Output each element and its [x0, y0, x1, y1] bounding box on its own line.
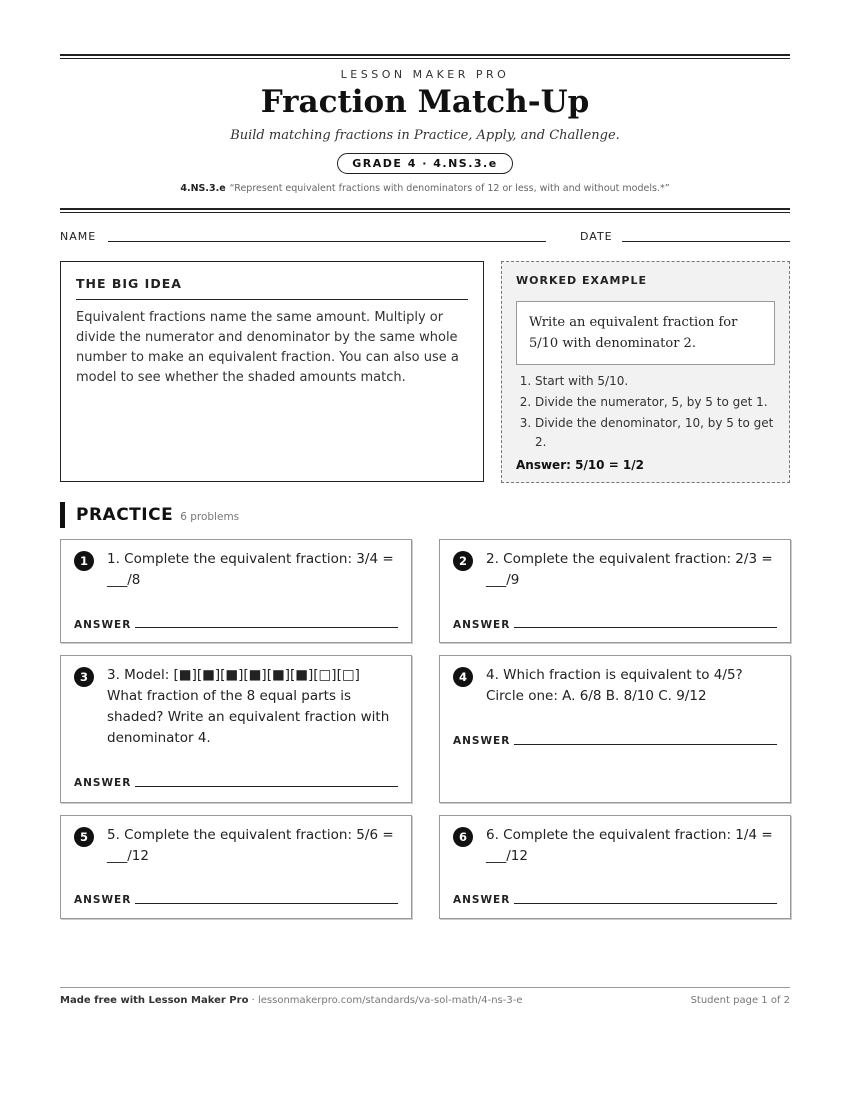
standard-text: “Represent equivalent fractions with denominators of 12 or less, with and without models.*” — [229, 183, 670, 194]
problem-card-3 — [60, 655, 412, 803]
answer-label: ANSWER — [453, 619, 511, 631]
problem-number-badge: 3 — [74, 667, 94, 687]
problem-number-badge: 2 — [453, 551, 473, 571]
name-field[interactable] — [108, 241, 546, 242]
big-idea-text: Equivalent fractions name the same amount. Multiply or divide the numerator and denominator by the same whole number to make an equivalent fraction. You can also use a model to see whether the shaded amounts match. — [76, 310, 459, 385]
top-rule — [60, 54, 790, 59]
answer-line-2[interactable] — [514, 627, 777, 628]
worked-step: 3. Divide the denominator, 10, by 5 to get 2. — [535, 414, 775, 452]
brand-name: LESSON MAKER PRO — [340, 68, 510, 81]
page-subtitle: Build matching fractions in Practice, Apply, and Challenge. — [230, 128, 620, 143]
header-bottom-rule — [60, 208, 790, 213]
worked-example-answer: Answer: 5/10 = 1/2 — [516, 458, 645, 472]
worked-example-steps — [516, 372, 775, 452]
date-label: DATE — [580, 230, 613, 243]
footer-made-with: Made free with Lesson Maker Pro — [60, 995, 249, 1006]
answer-label: ANSWER — [453, 894, 511, 906]
practice-count: 6 problems — [180, 511, 240, 523]
problem-text: 4. Which fraction is equivalent to 4/5? Circle one: A. 6/8 B. 8/10 C. 9/12 — [486, 667, 743, 704]
answer-line-4[interactable] — [514, 744, 777, 745]
problem-text: 6. Complete the equivalent fraction: 1/4 = ___/12 — [486, 827, 773, 864]
answer-label: ANSWER — [453, 735, 511, 747]
problem-number-badge: 6 — [453, 827, 473, 847]
worked-step: 2. Divide the numerator, 5, by 5 to get 1. — [535, 393, 775, 412]
answer-label: ANSWER — [74, 894, 132, 906]
footer — [60, 995, 790, 1006]
worksheet-page — [60, 0, 790, 1100]
problem-number-badge: 1 — [74, 551, 94, 571]
date-field[interactable] — [622, 241, 790, 242]
problem-card-5 — [60, 815, 412, 919]
worked-example-box — [501, 261, 790, 483]
problem-card-4 — [439, 655, 791, 803]
answer-line-5[interactable] — [135, 903, 398, 904]
answer-label: ANSWER — [74, 619, 132, 631]
practice-title: PRACTICE — [76, 505, 174, 525]
worked-example-heading: WORKED EXAMPLE — [516, 274, 647, 287]
badge-wrap — [60, 152, 790, 174]
problem-text: 2. Complete the equivalent fraction: 2/3 = ___/9 — [486, 551, 773, 588]
practice-heading — [60, 502, 239, 528]
problem-number-badge: 4 — [453, 667, 473, 687]
answer-label: ANSWER — [74, 777, 132, 789]
answer-line-1[interactable] — [135, 627, 398, 628]
answer-line-3[interactable] — [135, 786, 398, 787]
worked-step: 1. Start with 5/10. — [535, 372, 775, 391]
problem-text: 1. Complete the equivalent fraction: 3/4 = ___/8 — [107, 551, 394, 588]
problem-number-badge: 5 — [74, 827, 94, 847]
standard-code: 4.NS.3.e — [180, 183, 226, 194]
name-date-row — [60, 230, 790, 244]
footer-url[interactable]: · lessonmakerpro.com/standards/va-sol-math/4-ns-3-e — [251, 995, 523, 1006]
problem-text: 3. Model: [■][■][■][■][■][■][□][□] What fraction of the 8 equal parts is shaded? Write an equivalent fraction with denominator 4. — [107, 667, 390, 746]
name-label: NAME — [60, 230, 97, 243]
big-idea-heading: THE BIG IDEA — [76, 276, 468, 300]
grade-badge: GRADE 4 · 4.NS.3.e — [337, 153, 512, 174]
big-idea-box — [60, 261, 484, 482]
page-title: Fraction Match-Up — [260, 84, 590, 120]
problem-card-2 — [439, 539, 791, 643]
footer-rule — [60, 987, 790, 988]
problem-card-1 — [60, 539, 412, 643]
standard-line — [60, 183, 790, 194]
footer-page-number: Student page 1 of 2 — [690, 995, 790, 1006]
problem-text: 5. Complete the equivalent fraction: 5/6 = ___/12 — [107, 827, 394, 864]
answer-line-6[interactable] — [514, 903, 777, 904]
worked-example-prompt: Write an equivalent fraction for 5/10 with denominator 2. — [516, 301, 775, 365]
problem-card-6 — [439, 815, 791, 919]
